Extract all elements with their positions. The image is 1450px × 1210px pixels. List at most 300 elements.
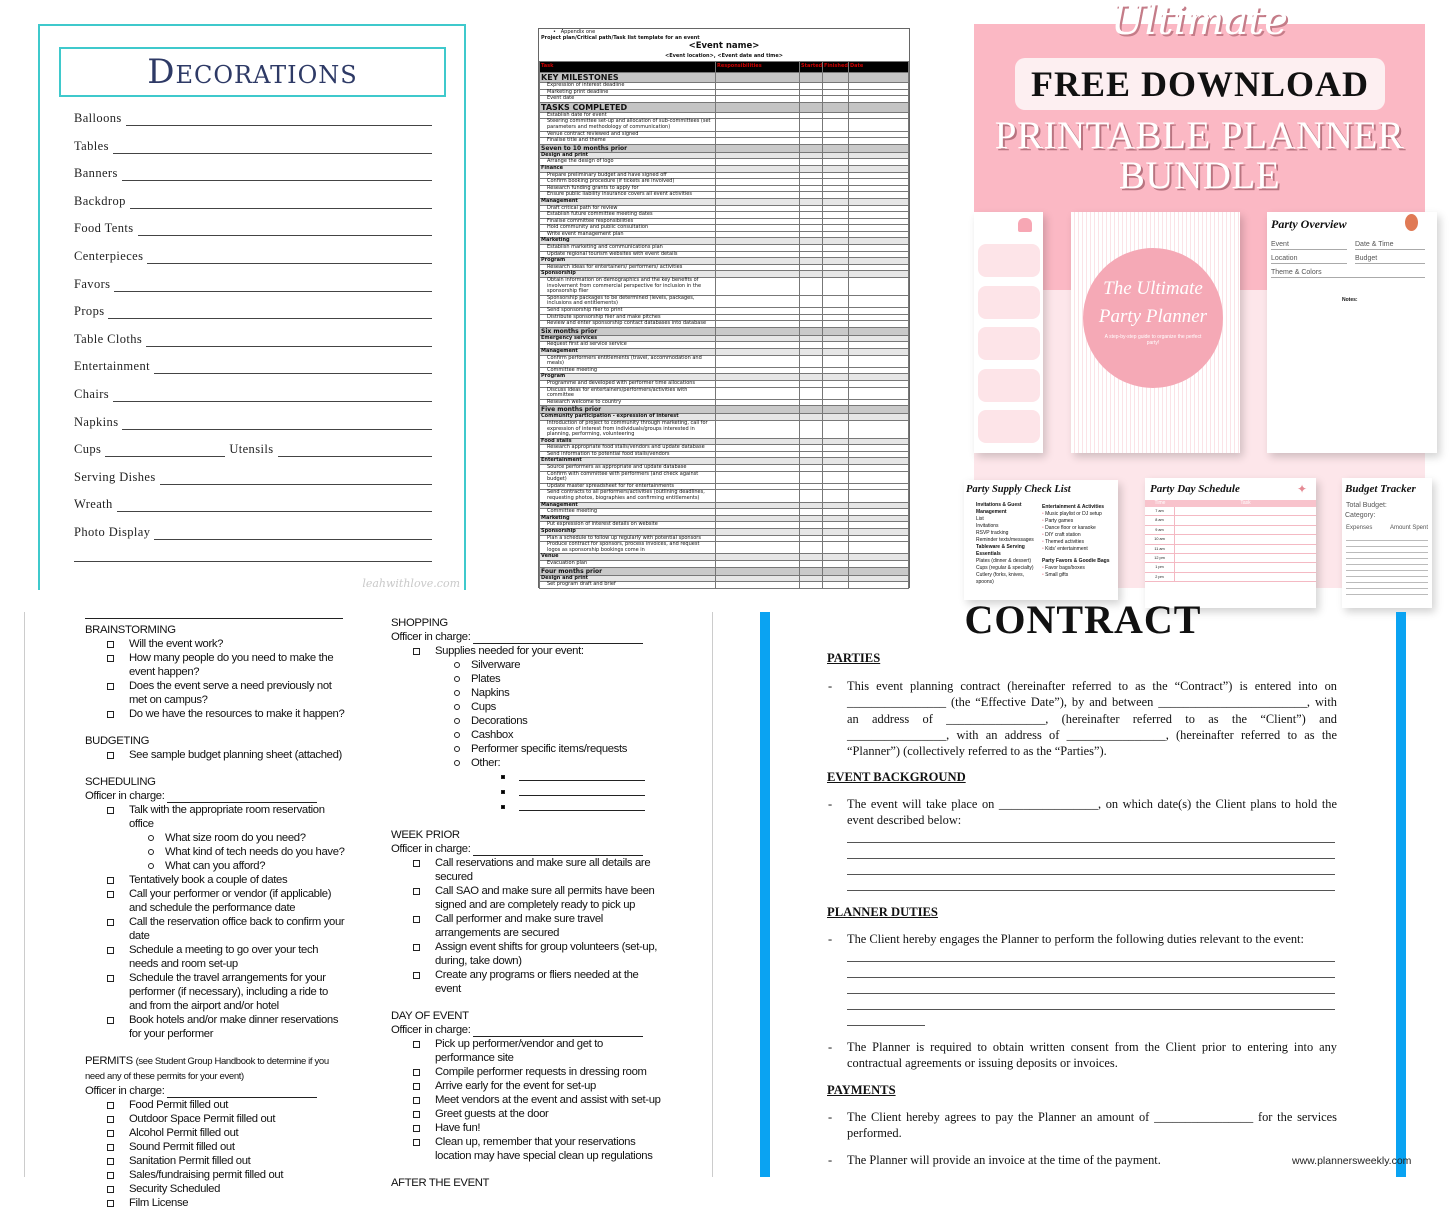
checklist-item-text: Security Scheduled <box>129 1183 221 1195</box>
task-row <box>540 138 909 145</box>
task-row <box>540 119 909 131</box>
checkbox-icon[interactable] <box>413 1139 420 1146</box>
checklist-item[interactable] <box>391 658 661 672</box>
task-cell: KEY MILESTONES <box>540 73 716 83</box>
task-cell: Obtain information on demographics and the key benefits of involvement from commercial perspective for inclusion in the sponsorship flier <box>540 278 716 296</box>
bullet-icon <box>148 863 154 869</box>
checkbox-icon[interactable] <box>413 972 420 979</box>
total-budget-field[interactable]: Total Budget: <box>1346 502 1387 509</box>
checklist-item-text: Silverware <box>471 659 521 671</box>
checklist-item[interactable] <box>85 1126 347 1140</box>
cover-circle <box>1083 248 1223 388</box>
checklist-item-text: Call performer and make sure travel arrangements are secured <box>435 913 603 939</box>
checkbox-icon[interactable] <box>107 711 114 718</box>
checklist-item-text: Call SAO and make sure all permits have been signed and are completely ready to pick up <box>435 885 655 911</box>
decorations-worksheet <box>38 24 466 590</box>
schedule-time: 7 am <box>1145 507 1175 515</box>
decoration-input-line[interactable] <box>113 393 432 402</box>
supply-checklist-card <box>964 480 1118 600</box>
checkbox-icon[interactable] <box>107 919 114 926</box>
party-overview-card <box>1267 212 1437 453</box>
checklist-item[interactable] <box>391 856 661 884</box>
task-cell: Sponsorship packages to be determined (levels, packages, inclusions and entitlements) <box>540 295 716 307</box>
event-name: <Event name> <box>688 41 760 51</box>
task-cell: Draft critical path for review <box>540 205 716 212</box>
officer-input[interactable] <box>473 1026 643 1037</box>
checklist-item[interactable] <box>391 672 661 686</box>
blank-line[interactable] <box>847 977 1335 978</box>
checkbox-icon[interactable] <box>413 888 420 895</box>
task-cell: Five months prior <box>540 406 716 414</box>
event-planning-contract: CONTRACT PARTIES - This event planning contract (hereinafter referred to as the “Contract”) is entered into on ________________ (the “Effective Date”), by and between ________________________, with an address of ________________, (hereinafter referred to as the “Client”) and ________________, with an address of ________________, (hereinafter referred to as the “Planner”) (collectively referred to as the “Parties”). EVENT BACKGROUND - The event will take place on ________________, on which date(s) the Client plans to hold the event described below: PLANNER DUTIES - The Client hereby engages the Planner to perform the following duties relevant to the event: - The Planner is required to obtain written consent from the Client prior to entering into any contractual agreements or issuing deposits or invoices. PAYMENTS - The Client hereby agrees to pay the Planner an amount of ________________ for the services performed. - The Planner will provide an invoice at the time of the payment. <box>760 612 1406 1177</box>
checklist-item[interactable] <box>85 637 347 651</box>
checklist-item[interactable] <box>85 831 347 845</box>
task-row <box>540 399 909 406</box>
checklist-item[interactable] <box>391 785 661 800</box>
schedule-row <box>1145 573 1316 582</box>
blank-line[interactable] <box>847 1009 1335 1010</box>
checklist-item[interactable] <box>85 859 347 873</box>
checklist-item[interactable] <box>85 915 347 943</box>
checklist-item-text: Create any programs or fliers needed at the event <box>435 969 639 995</box>
task-cell: Source performers as appropriate and update database <box>540 465 716 472</box>
checklist-item[interactable] <box>391 940 661 968</box>
task-cell: Hold community and public consultation <box>540 225 716 232</box>
task-row <box>540 451 909 458</box>
checklist-item[interactable] <box>391 1121 661 1135</box>
checklist-item[interactable] <box>85 1112 347 1126</box>
officer-in-charge: Officer in charge: <box>85 789 347 803</box>
task-row <box>540 278 909 296</box>
task-cell: Research welcome to country <box>540 399 716 406</box>
section-heading: SCHEDULING <box>85 776 156 788</box>
checklist-item[interactable] <box>391 686 661 700</box>
section-heading: WEEK PRIOR <box>391 829 460 841</box>
blank-line[interactable] <box>847 842 1335 843</box>
supply-item: Plates (dinner & dessert) <box>976 558 1032 564</box>
checkbox-icon[interactable] <box>413 1069 420 1076</box>
decoration-input-line[interactable] <box>105 448 225 457</box>
decoration-input-line[interactable] <box>114 283 432 292</box>
party-day-schedule-card <box>1145 478 1316 608</box>
parties-heading: PARTIES <box>827 651 881 665</box>
decoration-row <box>74 277 432 292</box>
free-download-badge[interactable]: FREE DOWNLOAD <box>1015 58 1385 110</box>
task-row <box>540 144 909 152</box>
schedule-time: 9 am <box>1145 526 1175 534</box>
checklist-item-text: Clean up, remember that your reservations location may have special clean up regulations <box>435 1136 653 1162</box>
checklist-item[interactable] <box>85 707 347 721</box>
task-cell: Six months prior <box>540 327 716 335</box>
task-cell: Confirm booking procedure (if tickets are involved) <box>540 179 716 186</box>
checklist-item-text: Do we have the resources to make it happen? <box>129 708 345 720</box>
consent-text: The Planner is required to obtain written consent from the Client prior to entering into any contractual agreements or issuing deposits or invoices. <box>847 1040 1337 1071</box>
checklist-item[interactable] <box>85 1098 347 1112</box>
checkbox-icon[interactable] <box>413 648 420 655</box>
schedule-time: 11 am <box>1145 545 1175 553</box>
blank-line[interactable] <box>847 1025 925 1026</box>
task-cell: Food stalls <box>540 438 716 445</box>
payments-text: The Client hereby agrees to pay the Planner an amount of ________________ for the services performed. <box>847 1110 1337 1141</box>
event-details: <Event location>, <Event date and time> <box>665 53 783 59</box>
task-cell: Marketing <box>540 515 716 522</box>
checklist-item[interactable] <box>85 1168 347 1182</box>
bullet-icon <box>454 662 460 668</box>
decoration-input-line[interactable] <box>138 227 433 236</box>
decoration-input-line[interactable] <box>113 145 432 154</box>
supply-item: List <box>976 516 984 522</box>
checklist-item[interactable] <box>391 912 661 940</box>
task-cell: Establish future committee meeting dates <box>540 212 716 219</box>
officer-input[interactable] <box>473 633 643 644</box>
checklist-item[interactable] <box>85 1140 347 1154</box>
task-cell: Design and print <box>540 575 716 582</box>
task-row <box>540 89 909 96</box>
overview-title: Party Overview <box>1271 217 1347 231</box>
decoration-input-line[interactable] <box>160 476 432 485</box>
checklist-item-text: What kind of tech needs do you have? <box>165 846 345 858</box>
checklist-item-text: Have fun! <box>435 1122 481 1134</box>
decoration-input-line[interactable] <box>154 365 432 374</box>
bullet-icon <box>454 676 460 682</box>
checkbox-icon[interactable] <box>413 860 420 867</box>
task-row <box>540 264 909 271</box>
category-field[interactable]: Category: <box>1345 512 1376 519</box>
task-cell: Program <box>540 258 716 265</box>
checklist-section <box>85 623 347 637</box>
notes-label: Notes: <box>1342 297 1358 303</box>
bullet-icon <box>454 718 460 724</box>
task-row <box>540 251 909 258</box>
task-cell: Finalise title and theme <box>540 138 716 145</box>
task-cell: Discuss ideas for entertainers/performers/activities with committee <box>540 387 716 399</box>
supply-item: • Dance floor or karaoke <box>1042 525 1096 531</box>
decoration-input-line[interactable] <box>147 255 432 264</box>
checklist-item-text: Schedule the travel arrangements for your performer (if necessary), including a ride to and from the airport and/or hotel <box>129 972 328 1012</box>
decoration-label: Napkins <box>74 415 119 429</box>
schedule-time: 2 pm <box>1145 573 1175 581</box>
field-budget[interactable]: Budget <box>1355 254 1425 264</box>
checkbox-icon[interactable] <box>107 1172 114 1179</box>
schedule-task-cell[interactable] <box>1175 573 1316 581</box>
checkbox-icon[interactable] <box>413 1097 420 1104</box>
decoration-row <box>74 111 432 126</box>
decorations-title: Decorations <box>59 47 446 97</box>
checkbox-icon[interactable] <box>107 1144 114 1151</box>
checkbox-icon[interactable] <box>107 975 114 982</box>
checkbox-icon[interactable] <box>107 807 114 814</box>
checklist-item[interactable] <box>85 803 347 831</box>
task-cell: Steering committee set-up and allocation of sub-committees (set parameters and methodology of communication) <box>540 119 716 131</box>
checklist-item-text: Cups <box>471 701 496 713</box>
decoration-input-line[interactable] <box>108 310 432 319</box>
decoration-row <box>74 221 432 236</box>
section-heading: DAY OF EVENT <box>391 1010 469 1022</box>
task-row <box>540 420 909 438</box>
schedule-task-cell[interactable] <box>1175 526 1316 534</box>
blank-line[interactable] <box>847 993 1335 994</box>
decoration-input-line[interactable] <box>126 117 432 126</box>
schedule-row <box>1145 516 1316 525</box>
checklist-item-text: See sample budget planning sheet (attached) <box>129 749 342 761</box>
checkbox-icon[interactable] <box>413 1125 420 1132</box>
task-row <box>540 554 909 561</box>
officer-input[interactable] <box>167 1087 317 1098</box>
checklist-item[interactable] <box>85 1196 347 1210</box>
checklist-item[interactable] <box>391 742 661 756</box>
decoration-label: Props <box>74 304 105 318</box>
checkbox-icon[interactable] <box>107 1017 114 1024</box>
bullet-icon <box>454 704 460 710</box>
column-header: Started <box>800 62 823 73</box>
decoration-label: Serving Dishes <box>74 470 156 484</box>
checklist-item-text: What can you afford? <box>165 860 266 872</box>
checklist-item[interactable] <box>391 1037 661 1065</box>
section-heading: SHOPPING <box>391 617 448 629</box>
task-cell: Review and enter sponsorship contact databases into database <box>540 321 716 328</box>
schedule-task-cell[interactable] <box>1175 535 1316 543</box>
schedule-task-cell[interactable] <box>1175 507 1316 515</box>
event-planning-checklist <box>24 612 713 1209</box>
checklist-item[interactable] <box>85 651 347 679</box>
checklist-item-text: Does the event serve a need previously not met on campus? <box>129 680 332 706</box>
task-row <box>540 198 909 205</box>
task-cell: Marketing print deadline <box>540 89 716 96</box>
schedule-row <box>1145 507 1316 516</box>
checklist-item-text: Cashbox <box>471 729 514 741</box>
task-cell: Expression of interest deadline <box>540 83 716 90</box>
checklist-item[interactable] <box>85 679 347 707</box>
cover-title-1: The Ultimate <box>1103 278 1203 299</box>
checklist-item[interactable] <box>391 770 661 785</box>
checkbox-icon[interactable] <box>107 641 114 648</box>
schedule-time: 1 pm <box>1145 563 1175 571</box>
schedule-time-header: Time <box>1154 500 1166 506</box>
planner-bundle-promo <box>966 0 1428 588</box>
bullet-icon <box>454 732 460 738</box>
checklist-item[interactable] <box>391 1135 661 1163</box>
checklist-item[interactable] <box>391 968 661 996</box>
decoration-label: Banners <box>74 166 118 180</box>
checklist-item-text: Film License <box>129 1197 189 1209</box>
decoration-label: Balloons <box>74 111 122 125</box>
checklist-item[interactable] <box>391 1079 661 1093</box>
checklist-item-text: Supplies needed for your event: <box>435 645 584 657</box>
other-input-line[interactable] <box>519 800 645 811</box>
checkbox-icon[interactable] <box>413 1111 420 1118</box>
checklist-item-text: Other: <box>471 757 501 769</box>
bullet-icon <box>148 849 154 855</box>
checkbox-icon[interactable] <box>107 877 114 884</box>
checklist-item[interactable] <box>391 700 661 714</box>
checklist-item-text: Will the event work? <box>129 638 224 650</box>
schedule-task-header: Task <box>1240 500 1251 506</box>
checkbox-icon[interactable] <box>413 1041 420 1048</box>
checkbox-icon[interactable] <box>107 1158 114 1165</box>
checklist-item-text: Pick up performer/vendor and get to performance site <box>435 1038 603 1064</box>
planner-duties-heading: PLANNER DUTIES <box>827 905 938 919</box>
decoration-row <box>74 415 432 430</box>
checklist-item[interactable] <box>391 644 661 658</box>
checkbox-icon[interactable] <box>107 1130 114 1137</box>
checklist-item[interactable] <box>85 971 347 1013</box>
checklist-item[interactable] <box>391 1065 661 1079</box>
checkbox-icon[interactable] <box>107 947 114 954</box>
decoration-row <box>74 387 432 402</box>
checklist-item-text: Plates <box>471 673 501 685</box>
checklist-item[interactable] <box>85 873 347 887</box>
task-row <box>540 490 909 502</box>
checklist-item-text: Outdoor Space Permit filled out <box>129 1113 276 1125</box>
decoration-input-line[interactable] <box>74 553 432 562</box>
decoration-row <box>74 525 432 540</box>
decoration-input-line[interactable] <box>117 503 432 512</box>
checklist-item-text: Assign event shifts for group volunteers (set-up, during, take down) <box>435 941 658 967</box>
task-cell: Committee meeting <box>540 509 716 516</box>
schedule-task-cell[interactable] <box>1175 516 1316 524</box>
checklist-item-text: Food Permit filled out <box>129 1099 229 1111</box>
decoration-label: Chairs <box>74 387 110 401</box>
checklist-item[interactable] <box>85 748 347 762</box>
payments-heading: PAYMENTS <box>827 1083 896 1097</box>
checkbox-icon[interactable] <box>107 655 114 662</box>
checkbox-icon[interactable] <box>413 1083 420 1090</box>
task-row <box>540 355 909 367</box>
task-cell: Finalise committee responsibilities <box>540 218 716 225</box>
supply-item: Tableware & Serving Essentials <box>976 544 1025 557</box>
field-location[interactable]: Location <box>1271 254 1347 264</box>
task-cell: Management <box>540 348 716 355</box>
section-heading: BRAINSTORMING <box>85 624 176 636</box>
officer-in-charge: Officer in charge: <box>391 630 661 644</box>
bullet-icon <box>454 746 460 752</box>
checklist-item[interactable] <box>391 728 661 742</box>
other-input-line[interactable] <box>519 785 645 796</box>
task-cell: Management <box>540 502 716 509</box>
event-background-heading: EVENT BACKGROUND <box>827 770 966 784</box>
checklist-item[interactable] <box>391 714 661 728</box>
decoration-input-line[interactable] <box>122 421 432 430</box>
checklist-item-text: Call your performer or vendor (if applicable) and schedule the performance date <box>129 888 332 914</box>
checkbox-icon[interactable] <box>107 1102 114 1109</box>
balloon-icon <box>1405 214 1418 231</box>
decoration-label: Centerpieces <box>74 249 144 263</box>
officer-input[interactable] <box>473 845 643 856</box>
schedule-row <box>1145 535 1316 544</box>
officer-input[interactable] <box>167 792 317 803</box>
checklist-item-text: Greet guests at the door <box>435 1108 549 1120</box>
invoice-text: The Planner will provide an invoice at the time of the payment. <box>847 1153 1161 1167</box>
checkbox-icon[interactable] <box>107 752 114 759</box>
watermark: leahwithlove.com <box>362 577 460 590</box>
checklist-item[interactable] <box>391 800 661 815</box>
supply-item: Invitations & Guest <box>976 502 1022 508</box>
task-row <box>540 542 909 554</box>
schedule-time: 8 am <box>1145 516 1175 524</box>
officer-in-charge: Officer in charge: <box>391 1023 661 1037</box>
supply-item: • Music playlist or DJ setup <box>1042 511 1102 517</box>
expenses-col: Expenses <box>1346 525 1373 531</box>
checklist-item-text: What size room do you need? <box>165 832 306 844</box>
checkbox-icon[interactable] <box>107 683 114 690</box>
checkbox-icon[interactable] <box>107 1116 114 1123</box>
decoration-row <box>74 497 432 512</box>
checklist-item[interactable] <box>391 884 661 912</box>
planner-cover-card <box>1071 212 1240 453</box>
checkbox-icon[interactable] <box>107 1186 114 1193</box>
blank-line[interactable] <box>847 874 1335 875</box>
checklist-item[interactable] <box>85 1013 347 1041</box>
schedule-task-cell[interactable] <box>1175 563 1316 571</box>
task-cell: Prepare preliminary budget and have signed off <box>540 172 716 179</box>
decoration-input-line[interactable] <box>122 172 432 181</box>
supply-item: • Party games <box>1042 518 1074 524</box>
supply-item: • Kids' entertainment <box>1042 546 1088 552</box>
decoration-input-line[interactable] <box>278 448 433 457</box>
decoration-row <box>74 304 432 319</box>
checklist-item-text: How many people do you need to make the event happen? <box>129 652 334 678</box>
checklist-item[interactable] <box>391 756 661 770</box>
headline-line-2: BUNDLE <box>1118 154 1281 197</box>
task-row <box>540 522 909 529</box>
checklist-item[interactable] <box>391 1107 661 1121</box>
task-cell: Evacuation plan <box>540 560 716 567</box>
checklist-item[interactable] <box>85 1182 347 1196</box>
task-cell: Sponsorship <box>540 529 716 536</box>
checklist-item[interactable] <box>85 845 347 859</box>
task-cell: Research appropriate food stalls/vendors and update database <box>540 445 716 452</box>
schedule-task-cell[interactable] <box>1175 545 1316 553</box>
checkbox-icon[interactable] <box>413 916 420 923</box>
checklist-item-text: Meet vendors at the event and assist with set-up <box>435 1094 661 1106</box>
checklist-item[interactable] <box>85 887 347 915</box>
checkbox-icon[interactable] <box>107 1200 114 1207</box>
decoration-input-line[interactable] <box>130 200 432 209</box>
decoration-label: Utensils <box>229 442 274 456</box>
decoration-input-line[interactable] <box>146 338 432 347</box>
schedule-task-cell[interactable] <box>1175 554 1316 562</box>
checklist-item[interactable] <box>85 1154 347 1168</box>
task-cell: Program <box>540 374 716 381</box>
field-event[interactable]: Event <box>1271 240 1347 250</box>
task-row <box>540 192 909 199</box>
field-theme[interactable]: Theme & Colors <box>1271 268 1425 278</box>
officer-in-charge: Officer in charge: <box>391 842 661 856</box>
checkbox-icon[interactable] <box>107 891 114 898</box>
checklist-item-text: Call reservations and make sure all details are secured <box>435 857 651 883</box>
task-cell: Venue contract reviewed and signed <box>540 131 716 138</box>
checklist-section <box>391 1176 661 1190</box>
checklist-item-text: Napkins <box>471 687 510 699</box>
other-input-line[interactable] <box>519 770 645 781</box>
blank-line[interactable] <box>847 961 1335 962</box>
blank-line[interactable] <box>847 858 1335 859</box>
checklist-item[interactable] <box>85 943 347 971</box>
task-cell: Confirm with committee with performers (and check against budget) <box>540 471 716 483</box>
checkbox-icon[interactable] <box>413 944 420 951</box>
decoration-row <box>74 359 432 374</box>
decoration-input-line[interactable] <box>154 531 432 540</box>
task-cell: Update master spreadsheet for for entertainments <box>540 483 716 490</box>
field-date-time[interactable]: Date & Time <box>1355 240 1425 250</box>
bullet-icon <box>454 760 460 766</box>
blank-line[interactable] <box>847 890 1335 891</box>
task-row <box>540 102 909 112</box>
checklist-item[interactable] <box>391 1093 661 1107</box>
officer-in-charge: Officer in charge: <box>85 1084 347 1098</box>
decoration-label: Food Tents <box>74 221 134 235</box>
task-cell: Send sponsorship flier to print <box>540 308 716 315</box>
